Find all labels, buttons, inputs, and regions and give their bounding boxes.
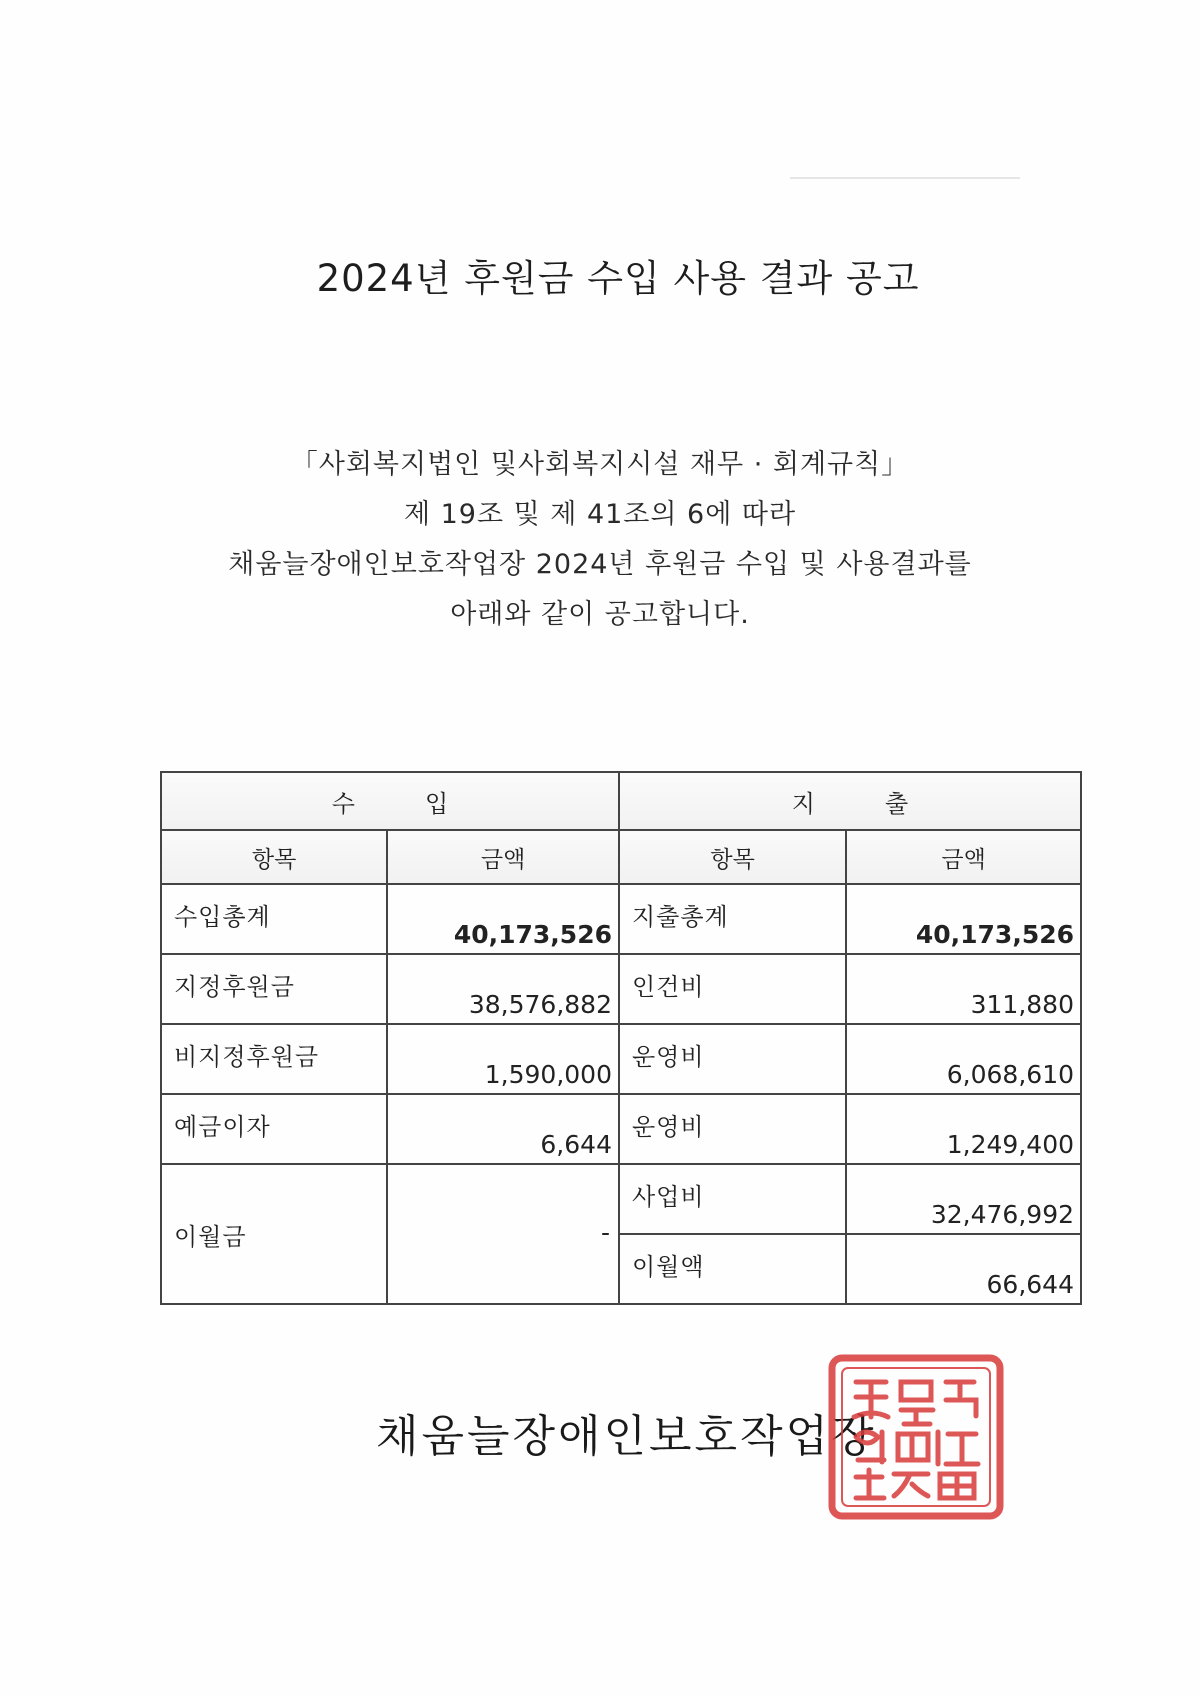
intro-line-3: 채움늘장애인보호작업장 2024년 후원금 수입 및 사용결과를: [228, 549, 972, 580]
income-amount: 38,576,882: [387, 954, 619, 1024]
income-item: 이월금: [161, 1164, 387, 1304]
intro-text: [0, 440, 1200, 640]
income-item: 비지정후원금: [161, 1024, 387, 1094]
table-row: [161, 884, 1081, 954]
income-amount: 40,173,526: [387, 884, 619, 954]
page-title: 2024년 후원금 수입 사용 결과 공고: [316, 257, 920, 300]
expense-item: 지출총계: [619, 884, 846, 954]
scan-mark: [790, 177, 1020, 179]
expense-item: 사업비: [619, 1164, 846, 1234]
expense-group-header: 지출: [619, 772, 1081, 830]
income-amount: 1,590,000: [387, 1024, 619, 1094]
organization-name: 채움늘장애인보호작업장: [376, 1411, 877, 1462]
expense-amount-header: 금액: [846, 830, 1081, 884]
official-seal-icon: [826, 1352, 1006, 1522]
income-item: 지정후원금: [161, 954, 387, 1024]
intro-line-1: 「사회복지법인 및사회복지시설 재무 · 회계규칙」: [290, 449, 910, 480]
income-item-header: 항목: [161, 830, 387, 884]
income-group-header: 수입: [161, 772, 619, 830]
income-amount-header: 금액: [387, 830, 619, 884]
expense-amount: 6,068,610: [846, 1024, 1081, 1094]
expense-item-header: 항목: [619, 830, 846, 884]
finance-table: [160, 771, 1082, 1305]
table-row: [161, 954, 1081, 1024]
expense-item: 운영비: [619, 1094, 846, 1164]
intro-line-4: 아래와 같이 공고합니다.: [450, 599, 750, 630]
expense-item: 인건비: [619, 954, 846, 1024]
table-row: [161, 1094, 1081, 1164]
expense-amount: 32,476,992: [846, 1164, 1081, 1234]
expense-amount: 1,249,400: [846, 1094, 1081, 1164]
expense-amount: 66,644: [846, 1234, 1081, 1304]
income-amount: -: [387, 1164, 619, 1304]
expense-item: 이월액: [619, 1234, 846, 1304]
intro-line-2: 제 19조 및 제 41조의 6에 따라: [403, 499, 797, 530]
expense-amount: 311,880: [846, 954, 1081, 1024]
table-row: [161, 1024, 1081, 1094]
income-amount: 6,644: [387, 1094, 619, 1164]
expense-item: 운영비: [619, 1024, 846, 1094]
income-item: 수입총계: [161, 884, 387, 954]
income-item: 예금이자: [161, 1094, 387, 1164]
expense-amount: 40,173,526: [846, 884, 1081, 954]
table-row: [161, 1164, 1081, 1234]
